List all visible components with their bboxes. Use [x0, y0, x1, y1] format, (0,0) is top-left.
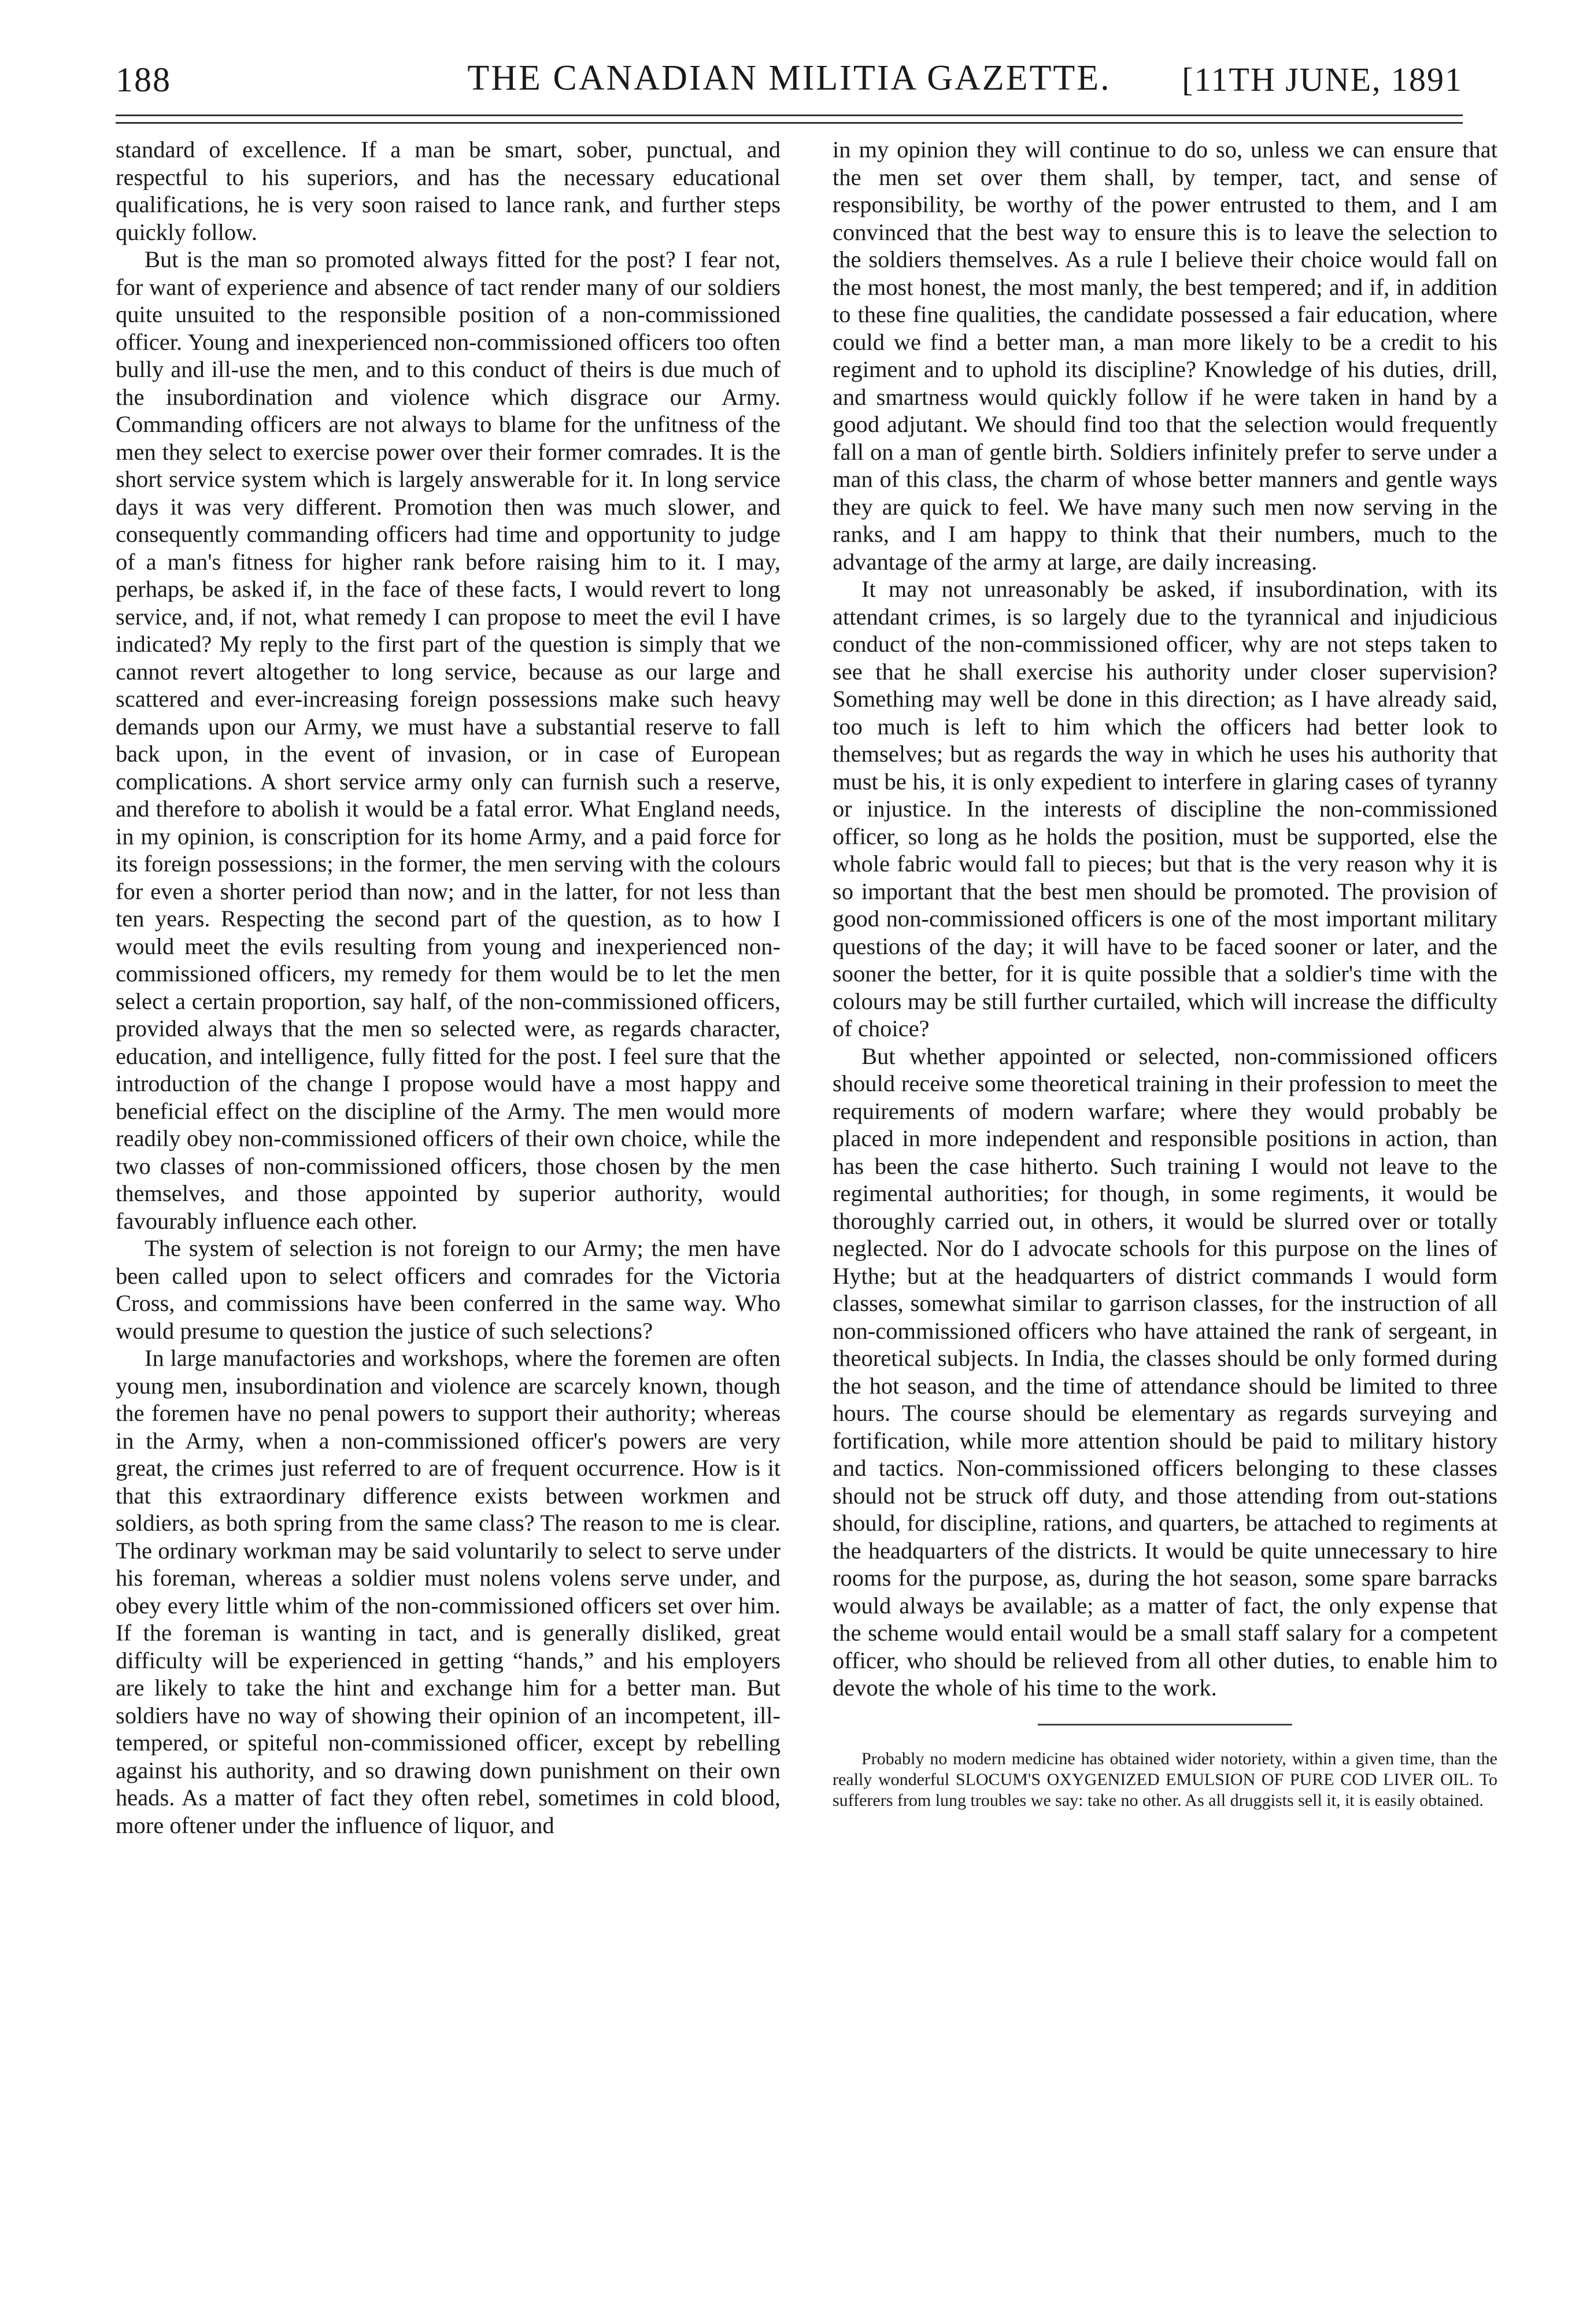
paragraph: in my opinion they will continue to do so, unless we can ensure that the men set over them shall, by temper, tact, and sense of responsibility, be worthy of the power entrusted to them, and I am convinced that the best way to ensure this is to leave the selection to the soldiers themselves. As a rule I believe their choice would fall on the most honest, the most manly, the best tempered; and if, in addition to these fine qualities, the candidate possessed a fair education, where could we find a better man, a man more likely to be a credit to his regiment and to uphold its discipline? Knowledge of his duties, drill, and smartness would quickly follow if he were taken in hand by a good adjutant. We should find too that the selection would frequently fall on a man of gentle birth. Soldiers infinitely prefer to serve under a man of this class, the charm of whose better manners and gentle ways they are quick to feel. We have many such men now serving in the ranks, and I am happy to think that their numbers, much to the advantage of the army at large, are daily increasing. [833, 136, 1497, 575]
advertisement-notice: Probably no modern medicine has obtained wider notoriety, within a given time, than the really wonderful SLOCUM'S OXYGENIZED EMULSION OF PURE COD LIVER OIL. To sufferers from lung troubles we say: take no other. As all druggists sell it, it is easily obtained. [833, 1749, 1497, 1810]
paragraph: standard of excellence. If a man be smart, sober, punctual, and respectful to his superiors, and has the necessary educational qualifications, he is very soon raised to lance rank, and further steps quickly follow. [116, 136, 781, 245]
header-rule [116, 114, 1463, 124]
page-header [116, 58, 1463, 110]
paragraph: In large manufactories and workshops, where the foremen are often young men, insubordination and violence are scarcely known, though the foremen have no penal powers to support their authority; whereas in the Army, when a non-commissioned officer's powers are very great, the crimes just referred to are of frequent occurrence. How is it that this extraordinary difference exists between workmen and soldiers, as both spring from the same class? The reason to me is clear. The ordinary workman may be said voluntarily to select to serve under his foreman, whereas a soldier must nolens volens serve under, and obey every little whim of the non-commissioned officers set over him. If the foreman is wanting in tact, and is generally disliked, great difficulty will be experienced in getting “hands,” and his employers are likely to take the hint and exchange him for a better man. But soldiers have no way of showing their opinion of an incompetent, ill-tempered, or spiteful non-commissioned officer, except by rebelling against his authority, and so drawing down punishment on their own heads. As a matter of fact they often rebel, sometimes in cold blood, more oftener under the influence of liquor, and [116, 1345, 781, 1838]
paragraph: But is the man so promoted always fitted for the post? I fear not, for want of experience and absence of tact render many of our soldiers quite unsuited to the responsible position of a non-commissioned officer. Young and inexperienced non-commissioned officers too often bully and ill-use the men, and to this conduct of theirs is due much of the insubordination and violence which disgrace our Army. Commanding officers are not always to blame for the unfitness of the men they select to exercise power over their former comrades. It is the short service system which is largely answerable for it. In long service days it was very different. Promotion then was much slower, and consequently commanding officers had time and opportunity to judge of a man's fitness for higher rank before raising him to it. I may, perhaps, be asked if, in the face of these facts, I would revert to long service, and, if not, what remedy I can propose to meet the evil I have indicated? My reply to the first part of the question is simply that we cannot revert altogether to long service, because as our large and scattered and ever-increasing foreign possessions make such heavy demands upon our Army, we must have a substantial reserve to fall back upon, in the event of invasion, or in case of European complications. A short service army only can furnish such a reserve, and therefore to abolish it would be a fatal error. What England needs, in my opinion, is conscription for its home Army, and a paid force for its foreign possessions; in the former, the men serving with the colours for even a shorter period than now; and in the latter, for not less than ten years. Respecting the second part of the question, as to how I would meet the evils resulting from young and inexperienced non-commissioned officers, my remedy for them would be to let the men select a certain proportion, say half, of the non-commissioned officers, provided always that the men so selected were, as regards character, education, and intelligence, fully fitted for the post. I feel sure that the introduction of the change I propose would have a most happy and beneficial effect on the discipline of the Army. The men would more readily obey non-commissioned officers of their own choice, while the two classes of non-commissioned officers, those chosen by the men themselves, and those appointed by superior authority, would favourably influence each other. [116, 246, 781, 1234]
issue-date: [11TH JUNE, 1891 [1182, 61, 1463, 98]
masthead-title: THE CANADIAN MILITIA GAZETTE. [467, 58, 1111, 98]
section-divider [1038, 1724, 1292, 1726]
page-number: 188 [116, 61, 171, 99]
right-column [833, 136, 1497, 1811]
paragraph: But whether appointed or selected, non-commissioned officers should receive some theoretical training in their profession to meet the requirements of modern warfare; where they would probably be placed in more independent and responsible positions in action, than has been the case hitherto. Such training I would not leave to the regimental authorities; for though, in some regiments, it would be thoroughly carried out, in others, it would be slurred over or totally neglected. Nor do I advocate schools for this purpose on the lines of Hythe; but at the headquarters of district commands I would form classes, somewhat similar to garrison classes, for the instruction of all non-commissioned officers who have attained the rank of sergeant, in theoretical subjects. In India, the classes should be only formed during the hot season, and the time of attendance should be limited to three hours. The course should be elementary as regards surveying and fortification, while more attention should be paid to military history and tactics. Non-commissioned officers belonging to these classes should not be struck off duty, and those attending from out-stations should, for discipline, rations, and quarters, be attached to regiments at the headquarters of the districts. It would be quite unnecessary to hire rooms for the purpose, as, during the hot season, some spare barracks would always be available; as a matter of fact, the only expense that the scheme would entail would be a small staff salary for a competent officer, who should be relieved from all other duties, to enable him to devote the whole of his time to the work. [833, 1043, 1497, 1701]
paragraph: It may not unreasonably be asked, if insubordination, with its attendant crimes, is so largely due to the tyrannical and injudicious conduct of the non-commissioned officer, why are not steps taken to see that he shall exercise his authority under closer supervision? Something may well be done in this direction; as I have already said, too much is left to him which the officers had better look to themselves; but as regards the way in which he uses his authority that must be his, it is only expedient to interfere in glaring cases of tyranny or injustice. In the interests of discipline the non-commissioned officer, so long as he holds the position, must be supported, else the whole fabric would fall to pieces; but that is the very reason why it is so important that the best men should be promoted. The provision of good non-commissioned officers is one of the most important military questions of the day; it will have to be faced sooner or later, and the sooner the better, for it is quite possible that a soldier's time with the colours may be still further curtailed, which will increase the difficulty of choice? [833, 576, 1497, 1041]
paragraph: The system of selection is not foreign to our Army; the men have been called upon to select officers and comrades for the Victoria Cross, and commissions have been conferred in the same way. Who would presume to question the justice of such selections? [116, 1235, 781, 1344]
left-column [116, 136, 781, 1839]
